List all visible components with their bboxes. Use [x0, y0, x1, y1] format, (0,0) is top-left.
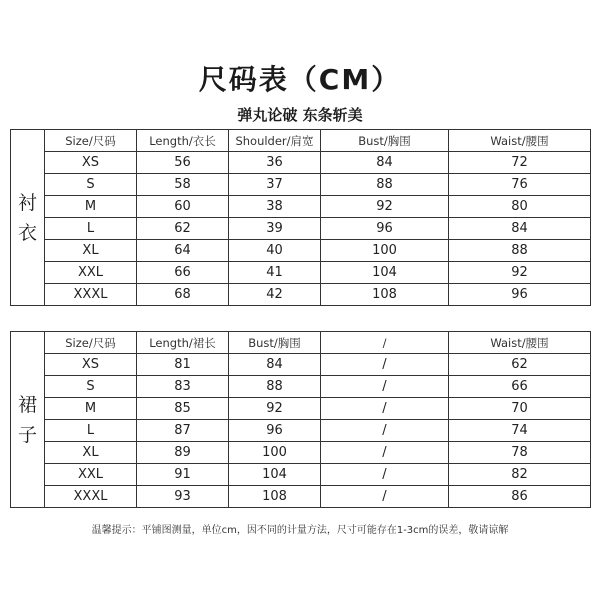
value-cell: 36	[229, 152, 321, 174]
size-cell: XXL	[45, 262, 137, 284]
value-cell: 92	[321, 196, 449, 218]
value-cell: 108	[229, 486, 321, 508]
value-cell: /	[321, 442, 449, 464]
value-cell: 40	[229, 240, 321, 262]
value-cell: 39	[229, 218, 321, 240]
header-empty-1: /	[321, 332, 449, 354]
value-cell: 93	[137, 486, 229, 508]
value-cell: 89	[137, 442, 229, 464]
table-row	[11, 196, 591, 218]
value-cell: 70	[449, 398, 591, 420]
header-bust: Bust/胸围	[229, 332, 321, 354]
table-row	[11, 376, 591, 398]
value-cell: 87	[137, 420, 229, 442]
value-cell: 66	[137, 262, 229, 284]
value-cell: 92	[449, 262, 591, 284]
value-cell: 88	[229, 376, 321, 398]
value-cell: 58	[137, 174, 229, 196]
value-cell: 86	[449, 486, 591, 508]
value-cell: 96	[229, 420, 321, 442]
value-cell: 88	[321, 174, 449, 196]
header-waist: Waist/腰围	[449, 332, 591, 354]
header-length: Length/裙长	[137, 332, 229, 354]
table-header-row	[11, 130, 591, 152]
value-cell: 85	[137, 398, 229, 420]
value-cell: 84	[449, 218, 591, 240]
table-row	[11, 398, 591, 420]
value-cell: /	[321, 464, 449, 486]
table-row	[11, 420, 591, 442]
value-cell: 41	[229, 262, 321, 284]
value-cell: 66	[449, 376, 591, 398]
value-cell: 100	[229, 442, 321, 464]
value-cell: 84	[229, 354, 321, 376]
size-cell: XS	[45, 354, 137, 376]
value-cell: 68	[137, 284, 229, 306]
page-title: 尺码表（CM）	[198, 63, 402, 96]
value-cell: 38	[229, 196, 321, 218]
shirt-size-table	[10, 129, 591, 306]
table-row	[11, 284, 591, 306]
table-header-row	[11, 332, 591, 354]
value-cell: 83	[137, 376, 229, 398]
shirt-category-char-1: 衬	[17, 191, 37, 214]
size-cell: XL	[45, 240, 137, 262]
header-shoulder: Shoulder/肩宽	[229, 130, 321, 152]
value-cell: 88	[449, 240, 591, 262]
measurement-note: 温馨提示：平铺图测量，单位cm，因不同的计量方法，尺寸可能存在1-3cm的误差，敬请谅解	[91, 525, 509, 536]
size-cell: L	[45, 218, 137, 240]
size-cell: XL	[45, 442, 137, 464]
size-cell: XS	[45, 152, 137, 174]
value-cell: 37	[229, 174, 321, 196]
table-row	[11, 354, 591, 376]
value-cell: /	[321, 376, 449, 398]
value-cell: 82	[449, 464, 591, 486]
value-cell: /	[321, 486, 449, 508]
value-cell: 78	[449, 442, 591, 464]
size-cell: M	[45, 398, 137, 420]
value-cell: 76	[449, 174, 591, 196]
table-row	[11, 240, 591, 262]
table-row	[11, 218, 591, 240]
skirt-category-char-1: 裙	[17, 393, 37, 416]
value-cell: 96	[449, 284, 591, 306]
value-cell: 91	[137, 464, 229, 486]
value-cell: 62	[449, 354, 591, 376]
value-cell: 64	[137, 240, 229, 262]
value-cell: /	[321, 398, 449, 420]
size-cell: L	[45, 420, 137, 442]
skirt-category-label	[11, 332, 45, 508]
value-cell: 72	[449, 152, 591, 174]
header-size: Size/尺码	[45, 130, 137, 152]
size-cell: S	[45, 174, 137, 196]
table-row	[11, 486, 591, 508]
value-cell: 104	[321, 262, 449, 284]
value-cell: 104	[229, 464, 321, 486]
value-cell: /	[321, 354, 449, 376]
skirt-size-table	[10, 331, 591, 508]
value-cell: 81	[137, 354, 229, 376]
value-cell: 108	[321, 284, 449, 306]
shirt-category-char-2: 衣	[17, 221, 37, 244]
value-cell: 84	[321, 152, 449, 174]
value-cell: 92	[229, 398, 321, 420]
table-row	[11, 464, 591, 486]
size-cell: XXXL	[45, 486, 137, 508]
value-cell: 60	[137, 196, 229, 218]
size-cell: M	[45, 196, 137, 218]
value-cell: 80	[449, 196, 591, 218]
header-bust: Bust/胸围	[321, 130, 449, 152]
size-cell: XXXL	[45, 284, 137, 306]
header-waist: Waist/腰围	[449, 130, 591, 152]
value-cell: /	[321, 420, 449, 442]
size-cell: S	[45, 376, 137, 398]
table-row	[11, 174, 591, 196]
value-cell: 96	[321, 218, 449, 240]
header-length: Length/衣长	[137, 130, 229, 152]
value-cell: 42	[229, 284, 321, 306]
shirt-category-label	[11, 130, 45, 306]
value-cell: 62	[137, 218, 229, 240]
size-cell: XXL	[45, 464, 137, 486]
skirt-category-char-2: 子	[17, 423, 37, 446]
table-row	[11, 262, 591, 284]
page-subtitle: 弹丸论破 东条斩美	[237, 106, 363, 124]
value-cell: 74	[449, 420, 591, 442]
table-row	[11, 152, 591, 174]
header-size: Size/尺码	[45, 332, 137, 354]
value-cell: 100	[321, 240, 449, 262]
table-row	[11, 442, 591, 464]
value-cell: 56	[137, 152, 229, 174]
